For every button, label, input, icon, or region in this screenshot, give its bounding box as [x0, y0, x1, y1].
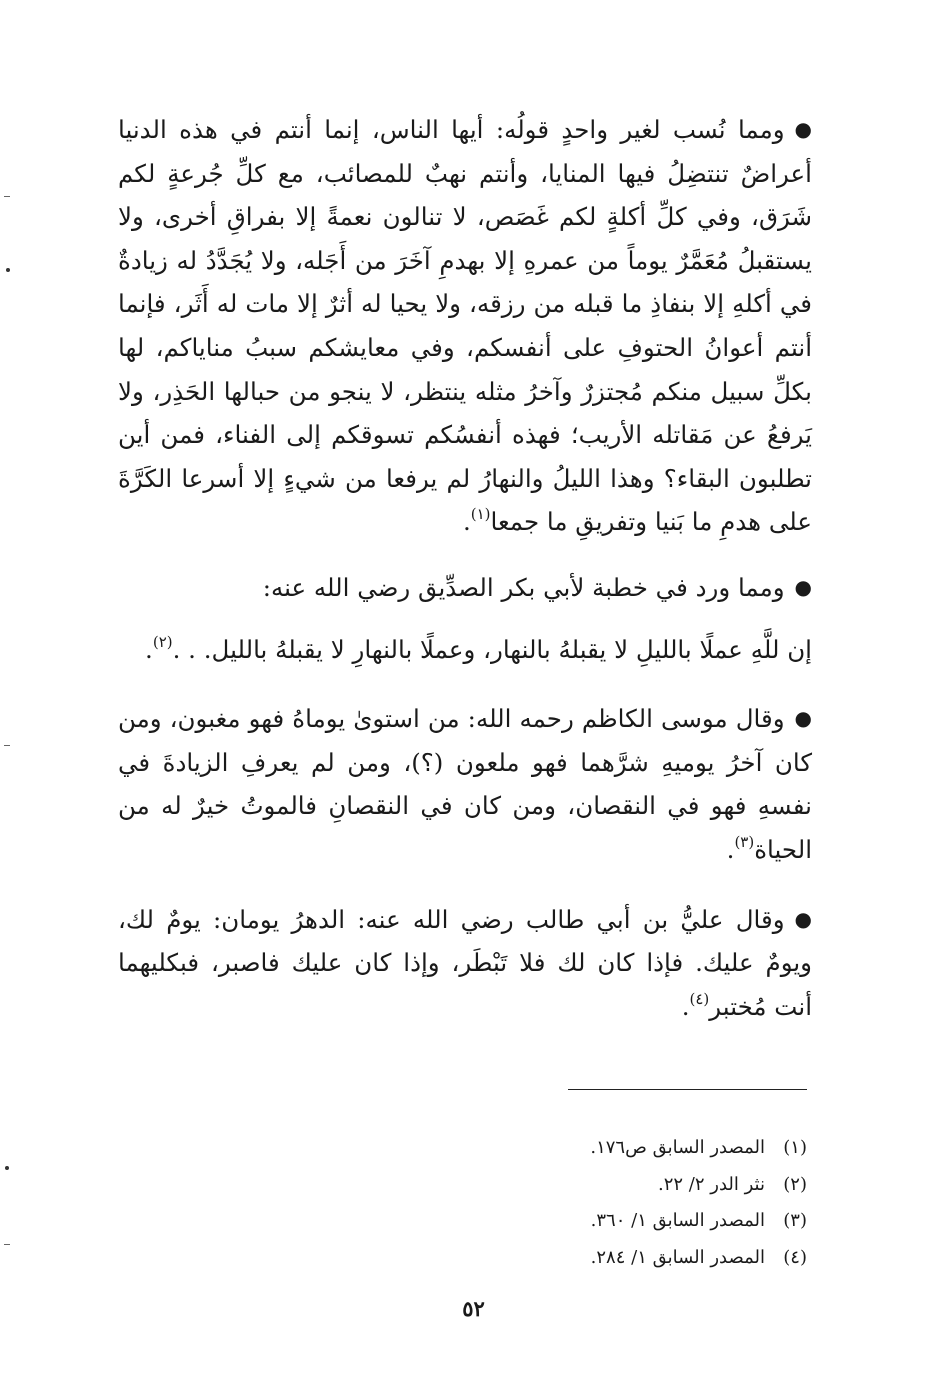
paragraph-4 — [118, 697, 812, 871]
paragraph-1-end: . — [462, 507, 471, 537]
bullet-icon: ● — [794, 706, 812, 731]
scan-mark — [6, 268, 10, 272]
page-number: ٥٢ — [462, 1296, 485, 1321]
footnote-ref-2[interactable]: (٢) — [152, 632, 173, 651]
footnote-ref-4[interactable]: (٤) — [689, 989, 710, 1008]
paragraph-5 — [118, 898, 812, 1029]
quote-paragraph — [118, 628, 812, 672]
scan-mark — [4, 196, 10, 197]
bullet-icon: ● — [794, 906, 812, 931]
footnote-ref-3[interactable]: (٣) — [734, 832, 755, 851]
footnote-text: نثر الدر ٢/ ٢٢. — [658, 1173, 765, 1195]
footnote-number: (٢) — [783, 1173, 807, 1195]
main-text — [118, 108, 812, 1028]
paragraph-4-end: . — [726, 834, 735, 864]
paragraph-1-text: ومما نُسب لغير واحدٍ قولُه: أيها الناس، إنما أنتم في هذه الدنيا أعراضٌ تنتضِلُ فيها المنايا، وأنتم نهبٌ للمصائب، مع كلِّ جُرعةٍ لكم شَرَق، وفي كلِّ أكلةٍ لكم غَصَص، لا تنالون نعمةً إلا بفراقِ أخرى، ولا يستقبلُ مُعَمَّرٌ يوماً من عمرهِ إلا بهدمِ آخَرَ من أَجَله، ولا يُجَدَّدُ له زيادةٌ في أكلهِ إلا بنفاذِ ما قبله من رزقه، ولا يحيا له أثرٌ إلا مات له أَثَر، فإنما أنتم أعوانُ الحتوفِ على أنفسكم، وفي معايشكم سببُ مناياكم، لها بكلِّ سبيل منكم مُجتزرٌ وآخرُ مثله ينتظر، لا ينجو من حبالها الحَذِر، ولا يَرفعُ عن مَقاتله الأريب؛ فهذه أنفسُكم تسوقكم إلى الفناء، فمن أين تطلبون البقاء؟ وهذا الليلُ والنهارُ لم يرفعا من شيءٍ إلا أسرعا الكَرَّةَ على هدمِ ما بَنيا وتفريقِ ما جمعا — [118, 115, 812, 537]
paragraph-1 — [118, 108, 812, 544]
paragraph-5-text: وقال عليُّ بن أبي طالب رضي الله عنه: الدهرُ يومان: يومٌ لك، ويومٌ عليك. فإذا كان لك فلا تَبْطَر، وإذا كان عليك فاصبر، فبكليهما أنت مُختبر — [118, 904, 812, 1021]
footnote-ref-1[interactable]: (١) — [470, 505, 491, 524]
bullet-icon: ● — [794, 117, 812, 141]
scan-mark — [4, 1244, 10, 1245]
footnote-item — [487, 1167, 807, 1204]
footnote-text: المصدر السابق ١/ ٣٦٠. — [590, 1210, 765, 1231]
footnote-number: (٣) — [783, 1210, 807, 1231]
paragraph-5-end: . — [681, 991, 690, 1021]
footnote-text: المصدر السابق ص١٧٦. — [590, 1137, 765, 1158]
scan-mark — [5, 1166, 9, 1170]
paragraph-4-text: وقال موسى الكاظم رحمه الله: من استوىٰ يوماهُ فهو مغبون، ومن كان آخرُ يوميهِ شرَّهما فهو ملعون (؟)، ومن لم يعرفِ الزيادةَ في نفسهِ فهو في النقصان، ومن كان في النقصانِ فالموتُ خيرٌ له من الحياة — [118, 704, 812, 864]
footnotes — [487, 1130, 807, 1276]
paragraph-2-text: ومما ورد في خطبة لأبي بكر الصدِّيق رضي الله عنه: — [262, 572, 785, 602]
paragraph-2 — [118, 566, 812, 610]
footnote-item — [487, 1130, 807, 1167]
quote-end: . — [145, 634, 153, 664]
footnote-divider — [568, 1089, 807, 1090]
footnote-number: (١) — [783, 1137, 807, 1158]
bullet-icon: ● — [794, 574, 812, 599]
footnote-number: (٤) — [783, 1246, 807, 1268]
footnote-text: المصدر السابق ١/ ٢٨٤. — [590, 1246, 765, 1268]
scan-mark — [4, 745, 10, 746]
footnote-item — [487, 1240, 807, 1277]
footnote-item — [487, 1203, 807, 1240]
quote-text: إن للَّهِ عملًا بالليلِ لا يقبلهُ بالنهار، وعملًا بالنهارِ لا يقبلهُ بالليل. . . — [172, 634, 812, 664]
